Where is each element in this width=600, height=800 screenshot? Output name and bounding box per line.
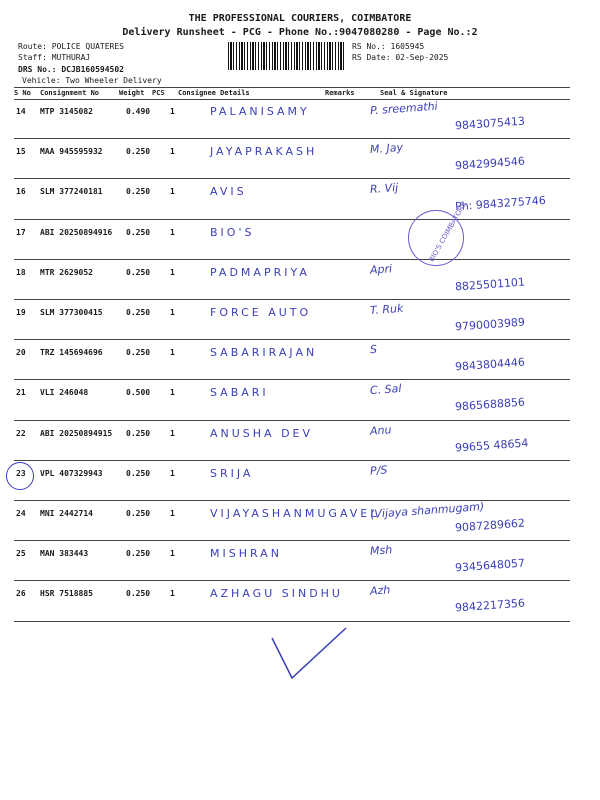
row-weight: 0.250: [126, 509, 151, 518]
row-signature: R. Vij: [369, 181, 399, 197]
row-consignment: MTP 3145082: [40, 107, 93, 116]
row-consignee-handwritten: JAYAPRAKASH: [210, 145, 318, 159]
row-weight: 0.250: [126, 348, 151, 358]
row-consignment: MAA 945595932: [40, 147, 103, 157]
row-consignee-handwritten: SABARIRAJAN: [210, 346, 318, 360]
table-row: [0, 581, 600, 621]
row-consignment: HSR 7518885: [40, 589, 93, 599]
row-pcs: 1: [170, 589, 175, 599]
row-pcs: 1: [170, 468, 175, 478]
row-weight: 0.250: [126, 589, 151, 599]
route-label: Route: POLICE QUATERES: [18, 42, 124, 51]
row-sno: 21: [16, 388, 26, 398]
table-row: [0, 220, 600, 260]
row-sno: 23: [16, 468, 26, 478]
row-consignee-handwritten: SRIJA: [210, 466, 254, 480]
col-consignment: Consignment No: [40, 89, 100, 97]
row-weight: 0.250: [126, 147, 151, 157]
col-remarks: Remarks: [325, 89, 355, 97]
row-signature: P. sreemathi: [369, 99, 439, 118]
row-signature: S: [369, 342, 378, 357]
row-consignment: SLM 377240181: [40, 187, 103, 197]
row-pcs: 1: [170, 348, 175, 358]
col-weight: Weight: [119, 89, 145, 97]
drs-number: DRS No.: DCJB160594502: [18, 65, 124, 74]
row-consignment: MNI 2442714: [40, 509, 93, 518]
table-row: [0, 421, 600, 461]
table-row: [0, 501, 600, 541]
row-pcs: 1: [170, 509, 175, 518]
row-consignee-handwritten: AVIS: [210, 185, 247, 199]
row-consignment: TRZ 145694696: [40, 348, 103, 358]
table-row: [0, 380, 600, 420]
row-consignee-handwritten: BIO'S: [210, 225, 255, 239]
row-consignment: MAN 383443: [40, 549, 89, 559]
row-consignee-handwritten: PADMAPRIYA: [210, 265, 310, 279]
row-signature: C. Sal: [369, 382, 402, 398]
row-sno: 18: [16, 267, 26, 277]
table-row: [0, 99, 600, 139]
row-sno: 24: [16, 509, 26, 518]
row-consignee-handwritten: PALANISAMY: [210, 105, 310, 118]
checkmark-icon: [260, 620, 350, 690]
row-consignment: ABI 20250894916: [40, 227, 113, 237]
row-consignee-handwritten: AZHAGU SINDHU: [210, 587, 343, 601]
row-weight: 0.250: [126, 187, 151, 197]
rs-date: RS Date: 02-Sep-2025: [352, 53, 449, 62]
table-row: [0, 179, 600, 219]
stamp-text: BIO'S COIMBATORE: [427, 200, 469, 264]
staff-label: Staff: MUTHURAJ: [18, 53, 91, 62]
row-consignee-handwritten: MISHRAN: [210, 547, 282, 561]
row-phone: Ph: 9843275746: [454, 194, 547, 214]
row-pcs: 1: [170, 549, 175, 559]
row-consignee-handwritten: FORCE AUTO: [210, 306, 312, 319]
row-sno: 16: [16, 187, 26, 197]
row-consignment: SLM 377300415: [40, 308, 103, 317]
row-signature: Msh: [369, 543, 393, 558]
table-row: [0, 260, 600, 300]
table-row: [0, 139, 600, 179]
table-row: [0, 541, 600, 581]
row-phone: 8825501101: [454, 275, 526, 294]
circle-mark: [6, 462, 34, 490]
table-row: [0, 300, 600, 340]
row-sno: 15: [16, 147, 26, 157]
row-signature: P/S: [369, 463, 388, 478]
row-sno: 14: [16, 107, 26, 116]
row-weight: 0.250: [126, 227, 151, 237]
row-phone: 99655 48654: [454, 436, 529, 455]
row-sno: 26: [16, 589, 26, 599]
row-pcs: 1: [170, 428, 175, 438]
row-phone: 9087289662: [454, 516, 526, 535]
row-pcs: 1: [170, 227, 175, 237]
row-phone: 9843075413: [454, 114, 526, 133]
row-weight: 0.250: [126, 428, 151, 438]
row-sno: 22: [16, 428, 26, 438]
row-pcs: 1: [170, 187, 175, 197]
row-consignee-handwritten: SABARI: [210, 386, 269, 400]
row-signature: (Vijaya shanmugam): [369, 500, 485, 521]
row-signature: Anu: [369, 422, 392, 438]
row-phone: 9865688856: [454, 395, 526, 414]
col-sno: S No: [14, 89, 31, 97]
col-seal-signature: Seal & Signature: [380, 89, 448, 97]
row-pcs: 1: [170, 147, 175, 157]
row-sno: 19: [16, 308, 26, 317]
row-consignee-handwritten: VIJAYASHANMUGAVEL: [210, 507, 380, 520]
row-weight: 0.500: [126, 388, 151, 398]
barcode: [228, 42, 346, 70]
row-weight: 0.250: [126, 549, 151, 559]
document-title: THE PROFESSIONAL COURIERS, COIMBATORE: [188, 13, 412, 24]
row-weight: 0.490: [126, 107, 151, 116]
row-sno: 20: [16, 348, 26, 358]
row-consignee-handwritten: ANUSHA DEV: [210, 426, 314, 440]
row-pcs: 1: [170, 107, 175, 116]
col-consignee: Consignee Details: [178, 89, 250, 97]
row-phone: 9345648057: [454, 556, 526, 575]
row-consignment: VPL 407329943: [40, 468, 103, 478]
row-weight: 0.250: [126, 267, 151, 277]
row-phone: 9842994546: [454, 154, 526, 173]
document-subtitle: Delivery Runsheet - PCG - Phone No.:9047080280 - Page No.:2: [122, 27, 478, 38]
row-sno: 25: [16, 549, 26, 559]
row-pcs: 1: [170, 308, 175, 317]
table-row: [0, 461, 600, 501]
row-weight: 0.250: [126, 308, 151, 317]
row-consignment: ABI 20250894915: [40, 428, 113, 438]
row-signature: Apri: [369, 262, 393, 277]
row-signature: Azh: [369, 583, 391, 599]
vehicle-label: Vehicle: Two Wheeler Delivery: [22, 76, 162, 85]
row-signature: T. Ruk: [369, 301, 404, 318]
row-consignment: VLI 246048: [40, 388, 89, 398]
row-phone: 9790003989: [454, 315, 526, 334]
row-consignment: MTR 2629052: [40, 267, 93, 277]
col-pcs: PCS: [152, 89, 165, 97]
row-weight: 0.250: [126, 468, 151, 478]
row-pcs: 1: [170, 267, 175, 277]
rs-number: RS No.: 1605945: [352, 42, 425, 51]
row-signature: M. Jay: [369, 141, 404, 157]
header-rule-top: [14, 87, 570, 88]
row-sno: 17: [16, 227, 26, 237]
row-pcs: 1: [170, 388, 175, 398]
row-phone: 9843804446: [454, 355, 526, 374]
table-row: [0, 340, 600, 380]
row-phone: 9842217356: [454, 596, 526, 615]
